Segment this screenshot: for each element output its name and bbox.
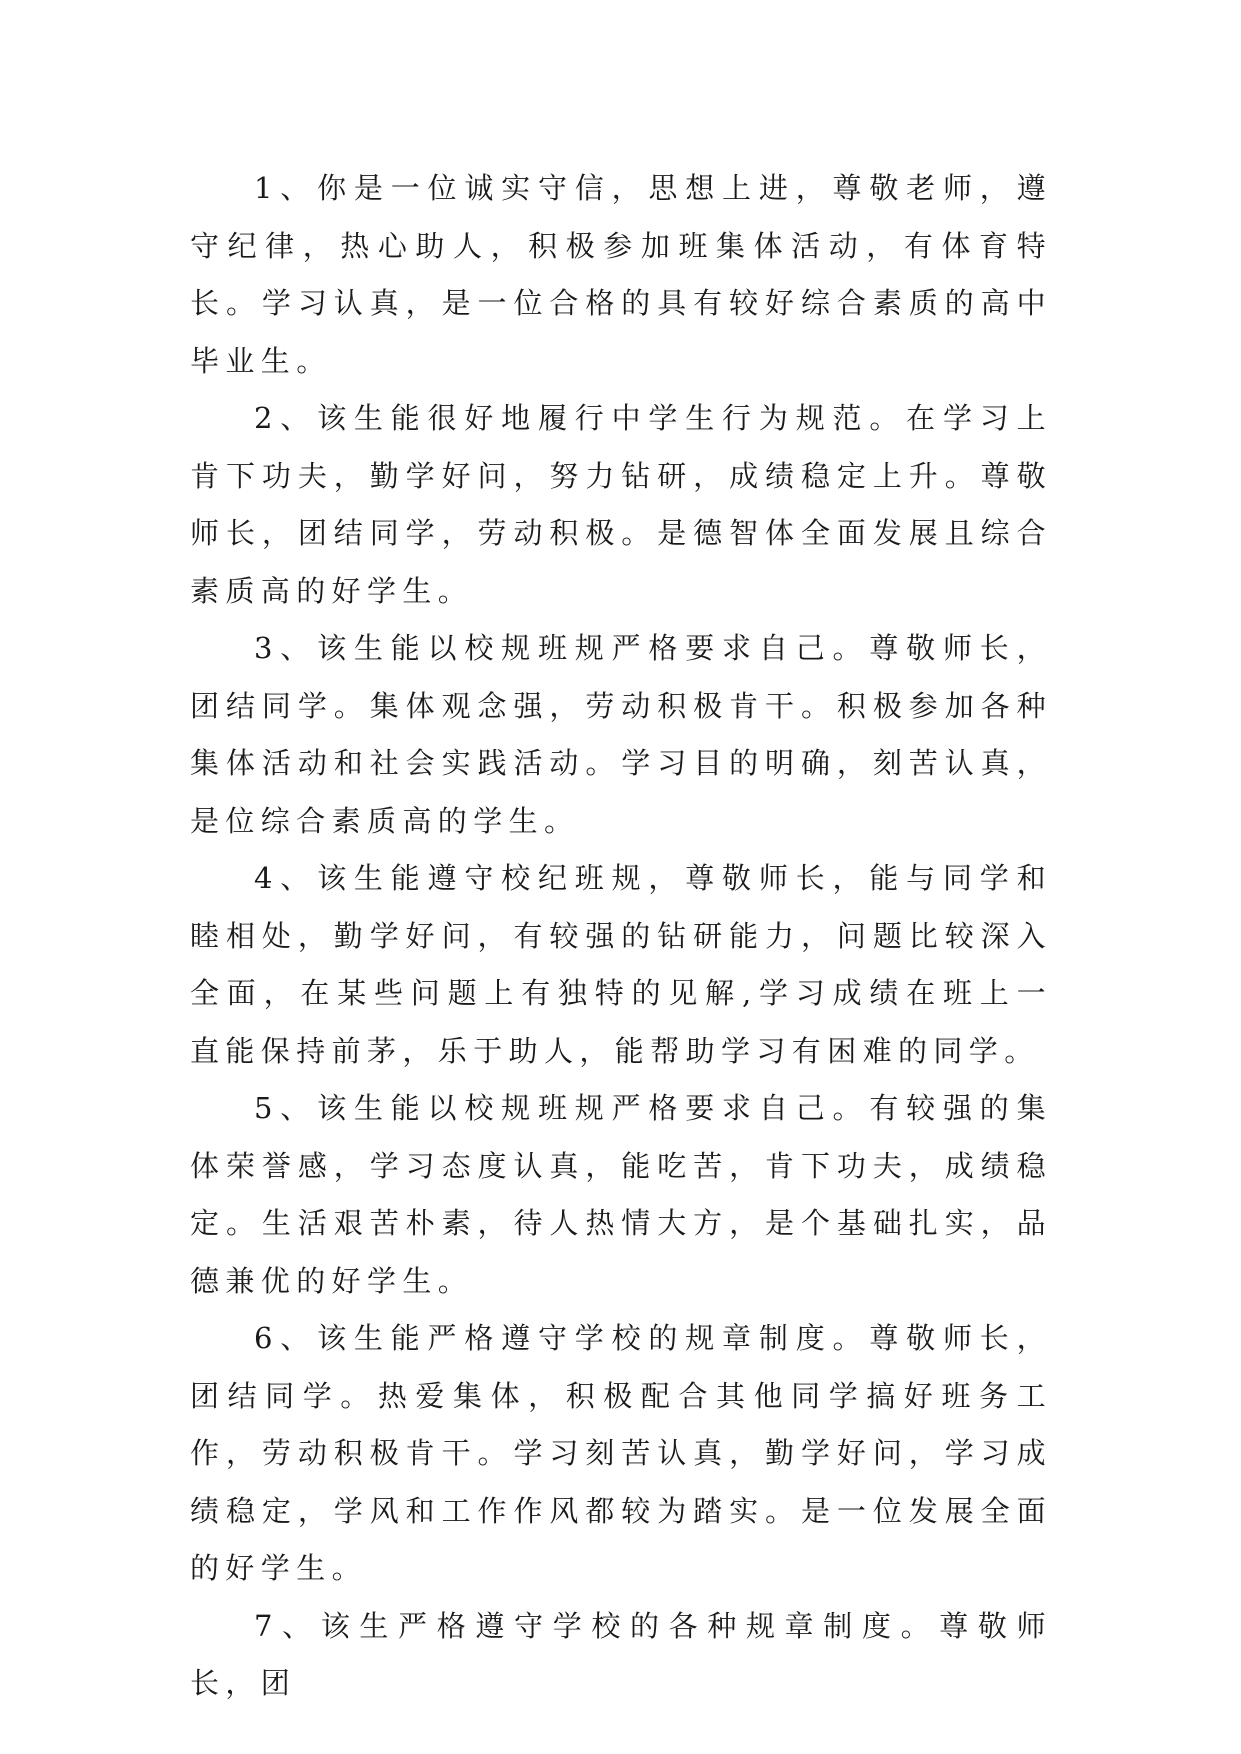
paragraph-7: 7、该生严格遵守学校的各种规章制度。尊敬师长，团 bbox=[190, 1608, 1052, 1700]
paragraph-2: 2、该生能很好地履行中学生行为规范。在学习上肯下功夫，勤学好问，努力钻研，成绩稳定上升。尊敬师长，团结同学，劳动积极。是德智体全面发展且综合素质高的好学生。 bbox=[190, 401, 1052, 608]
paragraph-1: 1、你是一位诚实守信，思想上进，尊敬老师，遵守纪律，热心助人，积极参加班集体活动，有体育特长。学习认真，是一位合格的具有较好综合素质的高中毕业生。 bbox=[190, 171, 1052, 378]
paragraph-3: 3、该生能以校规班规严格要求自己。尊敬师长，团结同学。集体观念强，劳动积极肯干。积极参加各种集体活动和社会实践活动。学习目的明确，刻苦认真，是位综合素质高的学生。 bbox=[190, 631, 1052, 838]
paragraph-6: 6、该生能严格遵守学校的规章制度。尊敬师长，团结同学。热爱集体，积极配合其他同学搞好班务工作，劳动积极肯干。学习刻苦认真，勤学好问，学习成绩稳定，学风和工作作风都较为踏实。是一位发展全面的好学生。 bbox=[190, 1321, 1052, 1585]
paragraph-4: 4、该生能遵守校纪班规，尊敬师长，能与同学和睦相处，勤学好问，有较强的钻研能力，问题比较深入全面，在某些问题上有独特的见解,学习成绩在班上一直能保持前茅，乐于助人，能帮助学习有困难的同学。 bbox=[190, 861, 1052, 1068]
document-body bbox=[190, 160, 1052, 1713]
paragraph-5: 5、该生能以校规班规严格要求自己。有较强的集体荣誉感，学习态度认真，能吃苦，肯下功夫，成绩稳定。生活艰苦朴素，待人热情大方，是个基础扎实，品德兼优的好学生。 bbox=[190, 1091, 1052, 1298]
